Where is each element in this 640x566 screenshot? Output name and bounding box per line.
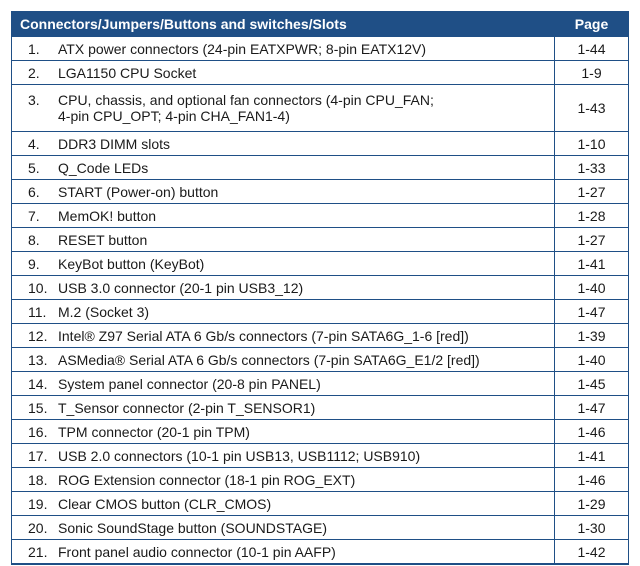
table-row	[12, 540, 629, 565]
item-number: 19.	[28, 495, 48, 512]
item-number: 5.	[28, 159, 40, 176]
item-cell	[12, 61, 555, 85]
table-row	[12, 300, 629, 324]
item-description: CPU, chassis, and optional fan connectors (4-pin CPU_FAN;	[58, 92, 434, 108]
page-reference: 1-40	[555, 348, 629, 372]
item-number: 15.	[28, 399, 48, 416]
table-row	[12, 516, 629, 540]
item-number: 3.	[28, 92, 40, 108]
item-cell	[12, 492, 555, 516]
item-description-continued: 4-pin CPU_OPT; 4-pin CHA_FAN1-4)	[58, 108, 290, 124]
item-cell	[12, 516, 555, 540]
table-row	[12, 156, 629, 180]
page-reference: 1-47	[555, 396, 629, 420]
item-number: 4.	[28, 135, 40, 152]
item-number: 18.	[28, 471, 48, 488]
item-description: KeyBot button (KeyBot)	[58, 255, 205, 272]
item-number: 17.	[28, 447, 48, 464]
table-row	[12, 61, 629, 85]
item-number: 10.	[28, 279, 48, 296]
header-row	[12, 12, 629, 37]
item-number: 9.	[28, 255, 40, 272]
page-reference: 1-27	[555, 180, 629, 204]
item-description: MemOK! button	[58, 207, 157, 224]
item-description: ATX power connectors (24-pin EATXPWR; 8-pin EATX12V)	[58, 40, 427, 57]
item-cell	[12, 156, 555, 180]
item-number: 14.	[28, 375, 48, 392]
item-number: 2.	[28, 64, 40, 81]
table-row	[12, 276, 629, 300]
table-row	[12, 204, 629, 228]
table-row	[12, 85, 629, 132]
item-description: START (Power-on) button	[58, 183, 219, 200]
item-number: 20.	[28, 519, 48, 536]
item-number: 11.	[28, 303, 47, 320]
item-number: 13.	[28, 351, 48, 368]
table-row	[12, 372, 629, 396]
item-description: Clear CMOS button (CLR_CMOS)	[58, 495, 272, 512]
table-row	[12, 348, 629, 372]
page-reference: 1-30	[555, 516, 629, 540]
item-cell	[12, 468, 555, 492]
table-row	[12, 468, 629, 492]
item-cell	[12, 180, 555, 204]
item-number: 8.	[28, 231, 40, 248]
item-description: Intel® Z97 Serial ATA 6 Gb/s connectors (7-pin SATA6G_1-6 [red])	[58, 327, 469, 344]
table-row	[12, 180, 629, 204]
page-reference: 1-27	[555, 228, 629, 252]
page-reference: 1-41	[555, 444, 629, 468]
item-description: USB 3.0 connector (20-1 pin USB3_12)	[58, 279, 304, 296]
item-description: ROG Extension connector (18-1 pin ROG_EXT)	[58, 471, 356, 488]
item-cell	[12, 444, 555, 468]
table-row	[12, 132, 629, 156]
item-number: 12.	[28, 327, 48, 344]
table-header	[12, 12, 629, 37]
item-description: Front panel audio connector (10-1 pin AAFP)	[58, 543, 336, 560]
item-cell	[12, 132, 555, 156]
item-cell	[12, 396, 555, 420]
item-cell	[12, 204, 555, 228]
item-cell	[12, 300, 555, 324]
item-cell	[12, 420, 555, 444]
page-reference: 1-9	[555, 61, 629, 85]
table-row	[12, 420, 629, 444]
item-description: Sonic SoundStage button (SOUNDSTAGE)	[58, 519, 327, 536]
page-reference: 1-44	[555, 37, 629, 61]
page-reference: 1-28	[555, 204, 629, 228]
header-item-label: Connectors/Jumpers/Buttons and switches/Slots	[12, 12, 555, 37]
item-description: USB 2.0 connectors (10-1 pin USB13, USB1112; USB910)	[58, 447, 421, 464]
header-page-label: Page	[555, 12, 629, 37]
item-cell	[12, 228, 555, 252]
page-reference: 1-47	[555, 300, 629, 324]
item-description: Q_Code LEDs	[58, 159, 149, 176]
item-cell	[12, 372, 555, 396]
page-reference: 1-39	[555, 324, 629, 348]
connectors-table	[11, 11, 629, 565]
item-description: LGA1150 CPU Socket	[58, 64, 197, 81]
item-description: RESET button	[58, 231, 148, 248]
table-row	[12, 228, 629, 252]
item-cell	[12, 276, 555, 300]
item-description: T_Sensor connector (2-pin T_SENSOR1)	[58, 399, 316, 416]
table-row	[12, 37, 629, 61]
item-number: 16.	[28, 423, 48, 440]
page-reference: 1-45	[555, 372, 629, 396]
item-number: 21.	[28, 543, 48, 560]
item-cell	[12, 252, 555, 276]
item-number: 6.	[28, 183, 40, 200]
item-description: M.2 (Socket 3)	[58, 303, 150, 320]
table-row	[12, 444, 629, 468]
item-cell	[12, 85, 555, 132]
item-number: 1.	[28, 40, 40, 57]
page-reference: 1-42	[555, 540, 629, 565]
page-reference: 1-29	[555, 492, 629, 516]
page-reference: 1-46	[555, 420, 629, 444]
table-row	[12, 252, 629, 276]
page-reference: 1-40	[555, 276, 629, 300]
page-reference: 1-10	[555, 132, 629, 156]
page-reference: 1-33	[555, 156, 629, 180]
item-number: 7.	[28, 207, 40, 224]
connectors-table-container	[11, 11, 628, 565]
table-body	[12, 37, 629, 565]
item-cell	[12, 324, 555, 348]
table-row	[12, 324, 629, 348]
item-cell	[12, 348, 555, 372]
item-description: System panel connector (20-8 pin PANEL)	[58, 375, 321, 392]
item-description: ASMedia® Serial ATA 6 Gb/s connectors (7-pin SATA6G_E1/2 [red])	[58, 351, 480, 368]
page-reference: 1-46	[555, 468, 629, 492]
page-reference: 1-41	[555, 252, 629, 276]
item-cell	[12, 540, 555, 565]
item-description: DDR3 DIMM slots	[58, 135, 171, 152]
table-row	[12, 492, 629, 516]
page-reference: 1-43	[555, 85, 629, 132]
item-cell	[12, 37, 555, 61]
item-description: TPM connector (20-1 pin TPM)	[58, 423, 250, 440]
table-row	[12, 396, 629, 420]
